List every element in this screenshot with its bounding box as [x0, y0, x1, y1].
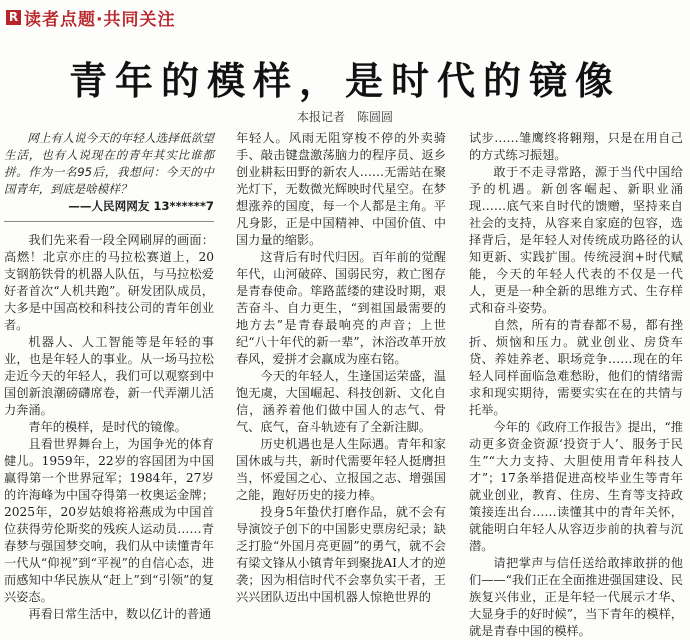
paragraph: 这背后有时代归因。百年前的觉醒年代，山河破碎、国弱民穷，救亡图存是青春使命。筚路蓝缕的建设时期，艰苦奋斗、自力更生，“到祖国最需要的地方去”是青春最响亮的声音；上世纪“八十年代的新一辈”，沐浴改革开放春风，爱拼才会赢成为座右铭。	[236, 250, 446, 366]
column-3	[469, 130, 683, 640]
paragraph: 试步……雏鹰终将翱翔，只是在用自己的方式练习振翅。	[469, 131, 683, 162]
column-header	[6, 4, 175, 30]
paragraph: 今天的年轻人，生逢国运荣盛，温饱无虞，大国崛起、科技创新、文化自信，涵养着他们做中国人的志气、骨气、底气，奋斗轨迹有了全新注脚。	[236, 369, 446, 434]
paragraph: 我们先来看一段全网刷屏的画面：高燃！北京亦庄的马拉松赛道上，20支钢筋铁骨的机器人队伍，与马拉松爱好者首次“人机共跑”。研发团队成员，大多是中国高校和科技公司的青年创业者。	[4, 233, 214, 332]
paragraph: 机器人、人工智能等是年轻的事业，也是年轻人的事业。从一场马拉松走近今天的年轻人，我们可以观察到中国创新浪潮磅礴席卷，新一代弄潮儿活力奔涌。	[4, 335, 214, 417]
paragraph: 自然，所有的青春都不易，都有挫折、烦恼和压力。就业创业、房贷车贷、养娃养老、职场竞争……现在的年轻人同样面临急难愁盼，他们的情绪需求和现实期待，需要实实在在的共情与托举。	[469, 318, 683, 417]
paragraph: 且看世界舞台上，为国争光的体育健儿。1959年，22岁的容国团为中国赢得第一个世界冠军；1984年，27岁的许海峰为中国夺得第一枚奥运金牌；2025年，20岁姑娘将裕燕成为中国首位获得劳伦斯奖的残疾人运动员……青春梦与强国梦交响，我们从中读懂青年一代从“仰视”到“平视”的自信心态，进而感知中华民族从“赶上”到“引领”的复兴姿态。	[4, 437, 214, 604]
lead-box	[4, 130, 214, 222]
byline: 本报记者 陈圆圆	[296, 110, 393, 124]
paragraph: 青年的模样，是时代的镜像。	[28, 420, 187, 434]
article-title: 青年的模样，是时代的镜像	[68, 58, 621, 103]
lead-question: 网上有人说今天的年轻人选择低欲望生活，也有人说现在的青年其实比谁都拼。作为一名95后，我想问：今天的中国青年，到底是啥模样？	[4, 131, 214, 196]
paragraph: 投身5年蛰伏打磨作品，就不会有导演饺子创下的中国影史票房纪录；缺乏打脸“外国月亮更圆”的勇气，就不会有梁文锋从小镇青年到聚拢AI人才的逆袭；因为相信时代不会辜负实干者，王兴兴团队迈出中国机器人惊艳世界的	[236, 505, 446, 604]
newspaper-logo: R	[6, 10, 21, 25]
paragraph: 历史机遇也是人生际遇。青年和家国休戚与共，新时代需要年轻人挺膺担当，怀爱国之心、立报国之志、增强国之能，跑好历史的接力棒。	[236, 437, 446, 502]
paragraph: 年轻人。风雨无阻穿梭不停的外卖骑手、敲击键盘激荡脑力的程序员、返乡创业耕耘田野的新农人……无需站在聚光灯下，无数微光辉映时代星空。在梦想涨养的国度，每一个人都是主角。平凡身影，正是中国精神、中国价值、中国力量的缩影。	[236, 131, 446, 247]
paragraph: 再看日常生活中，数以亿计的普通	[28, 607, 212, 621]
column-2	[236, 130, 446, 606]
lead-attribution: ——人民网网友 13******7	[68, 199, 214, 213]
column-name: 读者点题·共同关注	[24, 9, 176, 30]
paragraph: 请把掌声与信任送给敢摔敢拼的他们——“我们正在全面推进强国建设、民族复兴伟业，正是年轻一代展示才华、大显身手的好时候”，当下青年的模样，就是青春中国的模样。	[469, 556, 683, 638]
column-1	[4, 130, 214, 623]
paragraph: 敢于不走寻常路，源于当代中国给予的机遇。新创客崛起、新职业涌现……底气来自时代的馈赠，坚持来自社会的支持，从容来自家庭的包容，选择背后，是年轻人对传统成功路径的认知更新、实践扩围。传统浸润+时代赋能，今天的年轻人代表的不仅是一代人，更是一种全新的思维方式、生存样式和奋斗姿势。	[469, 165, 683, 315]
paragraph: 今年的《政府工作报告》提出，“推动更多资金资源‘投资于人’、服务于民生”“大力支持、大胆使用青年科技人才”；17条举措促进高校毕业生等青年就业创业，教育、住房、生育等支持政策接连出台……读懂其中的青年关怀，就能明白年轻人从容迈步前的执着与沉潜。	[469, 420, 683, 553]
